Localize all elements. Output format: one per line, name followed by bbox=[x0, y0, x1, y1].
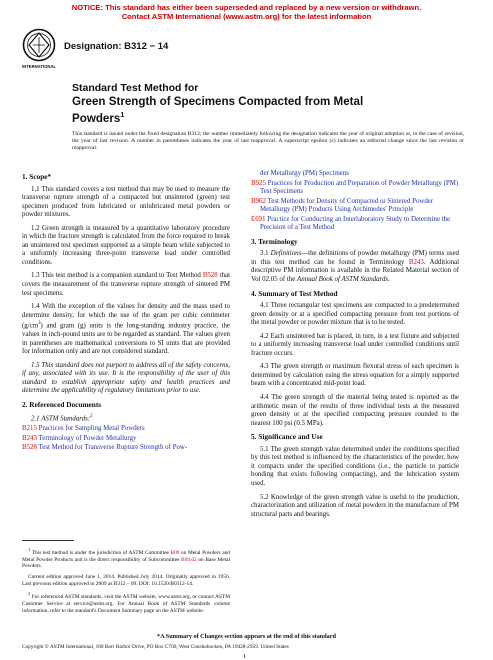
p3-1-def: Definitions bbox=[270, 250, 302, 258]
ref-code: E691 bbox=[251, 215, 266, 223]
title-line-2: Powders bbox=[72, 111, 121, 125]
p3-1-d: . bbox=[388, 276, 390, 284]
summary-of-changes-note: *A Summary of Changes section appears at the end of this standard bbox=[157, 633, 336, 640]
ref-code: B215 bbox=[22, 425, 37, 433]
p3-1-c: . Additional descriptive PM information is available in the Related Material section of Vol 02.05 of the bbox=[251, 258, 459, 284]
para-1-4-b: ) and gram (g) units is the long-standing industry practice, the values in inch-pound units are to be regarded as standard. The values given in parentheses are mathematical conversions to SI units that are provided for information only and are not considered standard. bbox=[22, 322, 230, 356]
para-4-4: 4.4 The green strength of the material being tested is reported as the arithmetic mean of the results of three individual tests at the measured green density or at the specified compacting pressure rounded to the nearest 100 psi (0.5 MPa). bbox=[251, 394, 459, 427]
b243-link[interactable]: B243 bbox=[408, 258, 424, 266]
standard-type-label: Standard Test Method for bbox=[72, 82, 199, 94]
p3-1-a: 3.1 bbox=[260, 250, 271, 258]
withdrawal-notice bbox=[0, 3, 493, 21]
title-block bbox=[72, 82, 452, 125]
notice-line-1: NOTICE: This standard has either been superseded and replaced by a new version or withdrawn. bbox=[71, 3, 422, 12]
designation: Designation: B312 − 14 bbox=[64, 41, 169, 52]
para-1-3-post: that covers the measurement of the transverse rupture strength of sintered PM test specimens. bbox=[22, 272, 231, 297]
para-1-4-a: 1.4 With the exception of the values for density and the mass used to determine density, for which the use of the gram per cubic centimeter (g/cm bbox=[22, 303, 230, 330]
para-4-3: 4.3 The green strength or maximum flexural stress of each specimen is determined by calculation using the stress equation for a simply supported beam with a concentrated mid-point load. bbox=[251, 363, 459, 388]
ref-title: Practices for Sampling Metal Powders bbox=[36, 425, 145, 433]
significance-heading: 5. Significance and Use bbox=[251, 432, 323, 442]
scope-heading: 1. Scope* bbox=[22, 172, 52, 181]
ref-item[interactable] bbox=[22, 444, 230, 453]
title-footnote-mark: 1 bbox=[120, 111, 125, 119]
para-1-4 bbox=[22, 303, 230, 357]
ref-item[interactable] bbox=[22, 435, 230, 444]
fn1-a: This test method is under the jurisdiction of ASTM Committee bbox=[31, 549, 171, 556]
ref-item[interactable] bbox=[251, 180, 459, 197]
notice-line-2: Contact ASTM International (www.astm.org) for the latest information bbox=[121, 12, 372, 21]
para-3-1 bbox=[251, 250, 459, 284]
para-5-1: 5.1 The green strength value determined under the conditions specified by this test method is influenced by the characteristics of the powder, how it compacts under the specified conditions (i.e., the particle to particle bonding that exists following compacting), and the lubrication system used. bbox=[251, 445, 459, 487]
para-1-4-sup: 3 bbox=[38, 321, 41, 327]
refs-lead-mark: 2 bbox=[90, 414, 93, 420]
ref-code: B243 bbox=[22, 434, 37, 442]
p3-1-b: —the definitions of powder metallurgy (PM) terms used in this test method can be found in Terminology bbox=[251, 250, 459, 266]
fn1-c: on Base Metal Powders. bbox=[22, 556, 230, 570]
ref-code: B962 bbox=[251, 197, 266, 205]
ref-title: Test Methods for Density of Compacted or Sintered Powder Metallurgy (PM) Products Using Archimedes' Principle bbox=[260, 197, 434, 214]
astm-logo-icon bbox=[22, 28, 56, 72]
ref-code: B925 bbox=[251, 179, 266, 187]
copyright-line: Copyright © ASTM International, 100 Barr Harbor Drive, PO Box C700, West Conshohocken, PA 19428-2959. United States bbox=[22, 644, 289, 650]
ref-title: Practices for Production and Preparation of Powder Metallurgy (PM) Test Specimens bbox=[260, 179, 459, 196]
footnotes bbox=[22, 540, 230, 618]
para-4-1: 4.1 Three rectangular test specimens are compacted to a predetermined green density or at a specified compacting pressure from test portions of the metal powder or powder mixture that is to be tested. bbox=[251, 302, 459, 327]
b0902-link[interactable]: B09.02 bbox=[181, 556, 197, 563]
para-5-2: 5.2 Knowledge of the green strength value is useful to the production, characterization and utilization of metal powders in the manufacture of PM structural parts and bearings. bbox=[251, 493, 459, 518]
issue-note: This standard is issued under the fixed designation B312; the number immediately following the designation indicates the year of original adoption or, in the case of revision, the year of last revision. A number in parentheses indicates the year of last reapproval. A superscript epsilon (ε) indicates an editorial change since the last revision or reapproval. bbox=[72, 131, 464, 152]
ref-code: B528 bbox=[22, 444, 37, 452]
ref-title: Test Method for Transverse Rupture Strength of Pow- bbox=[36, 444, 188, 452]
ref-item[interactable] bbox=[251, 198, 459, 215]
ref-item[interactable] bbox=[251, 216, 459, 233]
fn1-b: on Metal Powders and Metal Powder Products and is the direct responsibility of Subcommittee bbox=[22, 549, 230, 563]
refs-lead bbox=[22, 413, 230, 424]
para-1-3-pre: 1.3 This test method is a companion standard to Test Method bbox=[31, 272, 203, 280]
ref-item[interactable] bbox=[22, 425, 230, 434]
logo-subtext: INTERNATIONAL bbox=[22, 64, 56, 69]
para-1-3 bbox=[22, 272, 230, 298]
summary-heading: 4. Summary of Test Method bbox=[251, 288, 338, 298]
footnote-2: $^2$ For referenced ASTM standards, visit the ASTM website, www.astm.org, or contact ASTM Customer Service at service@astm.org. For Annual Book of ASTM Standards volume information, refer to the standard's Document Summary page on the ASTM website. bbox=[22, 591, 230, 614]
ref-title: Terminology of Powder Metallurgy bbox=[36, 434, 137, 442]
ref-title: Practice for Conducting an Interlaboratory Study to Determine the Precision of a Test Method bbox=[260, 215, 451, 232]
footnote-1-edition: Current edition approved June 1, 2014. Published July 2014. Originally approved in 1956. Last previous edition approved in 2009 as B312 – 09. DOI: 10.1520/B0312-14. bbox=[22, 573, 230, 587]
refs-lead-text: 2.1 ASTM Standards: bbox=[31, 415, 91, 423]
b09-link[interactable]: B09 bbox=[170, 549, 180, 556]
para-1-1: 1.1 This standard covers a test method that may be used to measure the transverse rupture strength of a compacted but unsintered (green) test specimen produced from lubricated or unlubricated metal powders or powder mixtures. bbox=[22, 185, 230, 219]
b528-link[interactable]: B528 bbox=[202, 272, 218, 280]
right-column bbox=[251, 170, 459, 524]
p3-1-book: Annual Book of ASTM Standards bbox=[297, 276, 389, 284]
footnote-rule bbox=[22, 540, 74, 541]
fn2-text: For referenced ASTM standards, visit the ASTM website, www.astm.org, or contact ASTM Customer Service at service@astm.org. For Annual Book of ASTM Standards volume information, refer to the standard's Document Summary page on the ASTM website. bbox=[22, 594, 230, 614]
refs-heading: 2. Referenced Documents bbox=[22, 399, 102, 409]
page-number: 1 bbox=[243, 653, 247, 660]
para-1-2: 1.2 Green strength is measured by a quantitative laboratory procedure in which the fracture strength is calculated from the force required to break an unsintered test specimen supported as a simple beam while subjected to a uniformly increasing three-point transverse load under controlled conditions. bbox=[22, 224, 230, 266]
title-line-1: Green Strength of Specimens Compacted from Metal bbox=[72, 95, 364, 108]
para-4-2: 4.2 Each unsintered bar is placed, in turn, in a test fixture and subjected to a uniformly increasing transverse load under controlled conditions until fracture occurs. bbox=[251, 332, 459, 357]
ref-continuation: der Metallurgy (PM) Specimens bbox=[260, 170, 349, 177]
left-column bbox=[22, 170, 230, 454]
standard-title bbox=[72, 95, 452, 125]
footnote-1: $^1$ This test method is under the jurisdiction of ASTM Committee B09 on Metal Powders and Metal Powder Products and is the direct responsibility of Subcommittee B09.02 on Base Metal Powders. bbox=[22, 547, 230, 570]
para-1-5: 1.5 This standard does not purport to address all of the safety concerns, if any, associated with its use. It is the responsibility of the user of this standard to establish appropriate safety and health practices and determine the applicability of regulatory limitations prior to use. bbox=[22, 361, 230, 395]
terminology-heading: 3. Terminology bbox=[251, 236, 298, 246]
